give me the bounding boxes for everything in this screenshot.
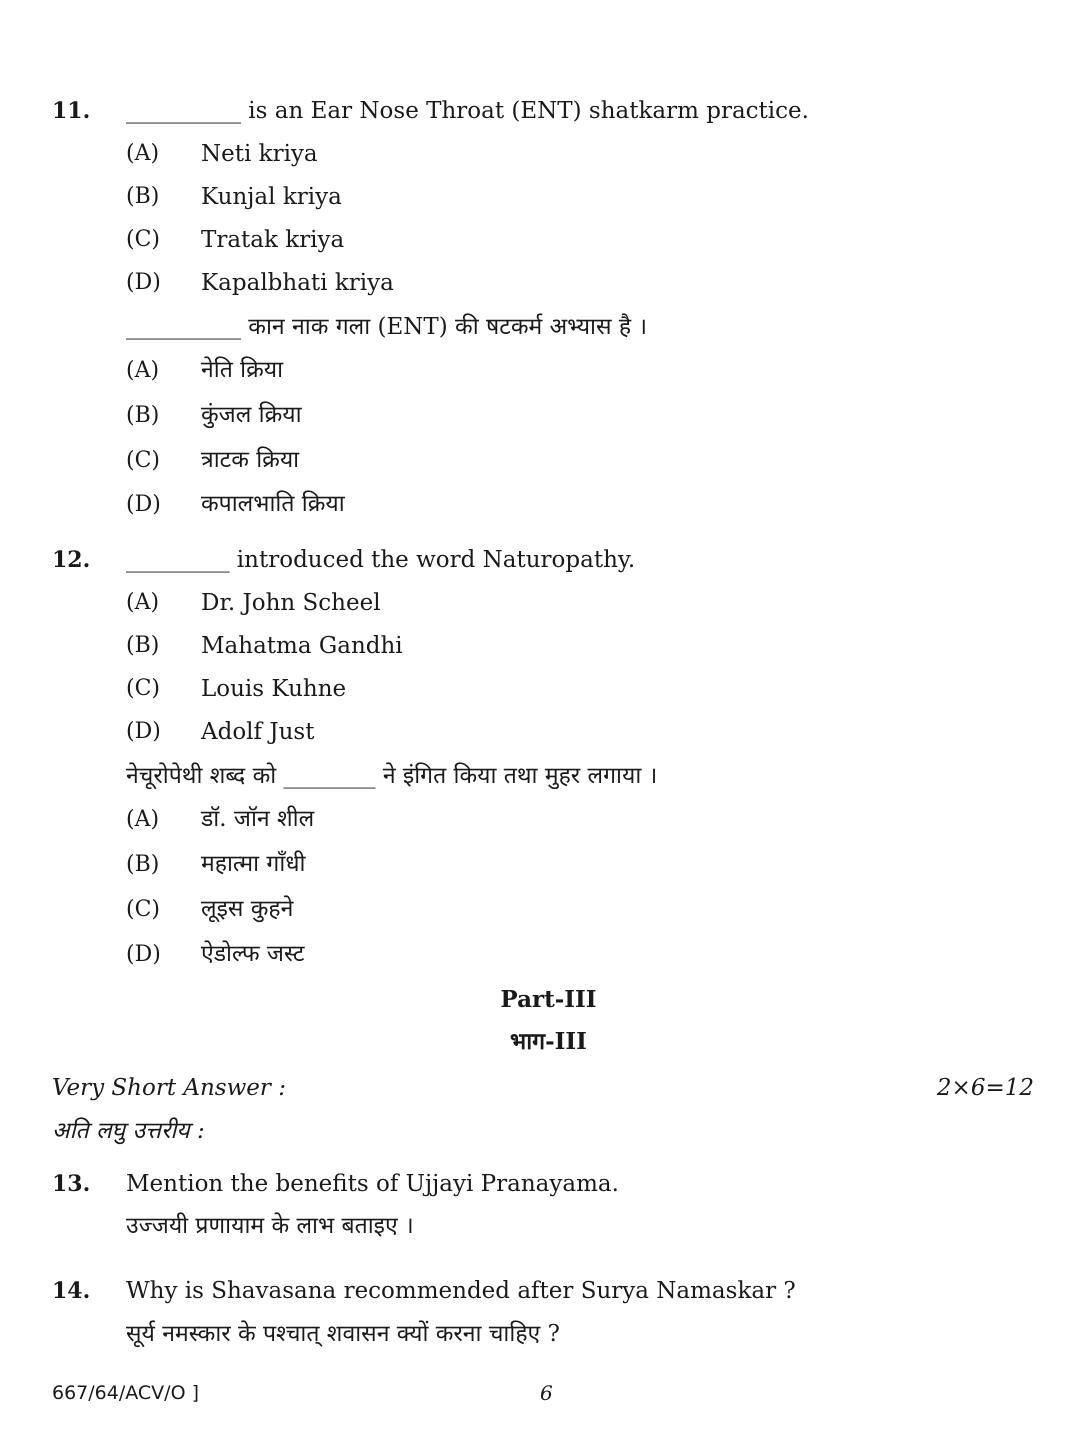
question-text-hi: सूर्य नमस्कार के पश्चात् शवासन क्यों करना चाहिए ? bbox=[126, 1321, 560, 1347]
option-label: (B) bbox=[126, 184, 160, 209]
option-text: Kunjal kriya bbox=[201, 184, 342, 210]
option-text: नेति क्रिया bbox=[201, 357, 284, 383]
option-text: लूइस कुहने bbox=[201, 896, 294, 922]
option-label: (A) bbox=[126, 358, 160, 383]
option-label: (A) bbox=[126, 590, 160, 615]
option-text: Neti kriya bbox=[201, 141, 318, 167]
section-label-en: Very Short Answer : bbox=[52, 1075, 286, 1101]
option-text: कपालभाति क्रिया bbox=[201, 491, 345, 517]
section-marks: 2×6=12 bbox=[936, 1075, 1034, 1101]
option-text: Mahatma Gandhi bbox=[201, 633, 403, 659]
question-text-hi: उज्जयी प्रणायाम के लाभ बताइए । bbox=[126, 1213, 414, 1239]
option-label: (B) bbox=[126, 403, 160, 428]
part-title-hi: भाग-III bbox=[510, 1028, 587, 1055]
option-label: (D) bbox=[126, 270, 161, 295]
question-text-en: __________ is an Ear Nose Throat (ENT) shatkarm practice. bbox=[126, 98, 809, 124]
option-label: (B) bbox=[126, 852, 160, 877]
question-number: 14. bbox=[52, 1278, 91, 1304]
option-text: डॉ. जॉन शील bbox=[201, 806, 315, 832]
option-label: (A) bbox=[126, 807, 160, 832]
question-number: 12. bbox=[52, 547, 91, 573]
option-text: त्राटक क्रिया bbox=[201, 447, 300, 473]
option-text: Tratak kriya bbox=[201, 227, 345, 253]
question-text-hi: __________ कान नाक गला (ENT) की षटकर्म अभ्यास है । bbox=[126, 314, 648, 340]
paper-code: 667/64/ACV/O ] bbox=[52, 1382, 199, 1404]
question-text-en: Why is Shavasana recommended after Surya Namaskar ? bbox=[126, 1278, 796, 1304]
option-label: (D) bbox=[126, 942, 161, 967]
section-label-hi: अति लघु उत्तरीय : bbox=[52, 1118, 205, 1144]
page-number: 6 bbox=[540, 1381, 553, 1405]
option-label: (C) bbox=[126, 897, 160, 922]
option-text: Dr. John Scheel bbox=[201, 590, 381, 616]
option-label: (C) bbox=[126, 676, 160, 701]
option-text: Adolf Just bbox=[201, 719, 315, 745]
question-text-en: Mention the benefits of Ujjayi Pranayama. bbox=[126, 1171, 619, 1197]
option-label: (A) bbox=[126, 141, 160, 166]
question-text-en: _________ introduced the word Naturopathy. bbox=[126, 547, 636, 573]
question-number: 13. bbox=[52, 1171, 91, 1197]
option-text: Kapalbhati kriya bbox=[201, 270, 394, 296]
option-label: (C) bbox=[126, 448, 160, 473]
question-text-hi: नेचूरोपेथी शब्द को ________ ने इंगित किया तथा मुहर लगाया । bbox=[126, 763, 658, 789]
option-text: महात्मा गाँधी bbox=[201, 851, 306, 877]
option-label: (B) bbox=[126, 633, 160, 658]
option-label: (D) bbox=[126, 719, 161, 744]
question-number: 11. bbox=[52, 98, 91, 124]
option-text: Louis Kuhne bbox=[201, 676, 347, 702]
part-title-en: Part-III bbox=[500, 986, 597, 1013]
option-text: ऐडोल्फ जस्ट bbox=[201, 941, 305, 967]
option-label: (C) bbox=[126, 227, 160, 252]
option-label: (D) bbox=[126, 492, 161, 517]
option-text: कुंजल क्रिया bbox=[201, 402, 302, 428]
